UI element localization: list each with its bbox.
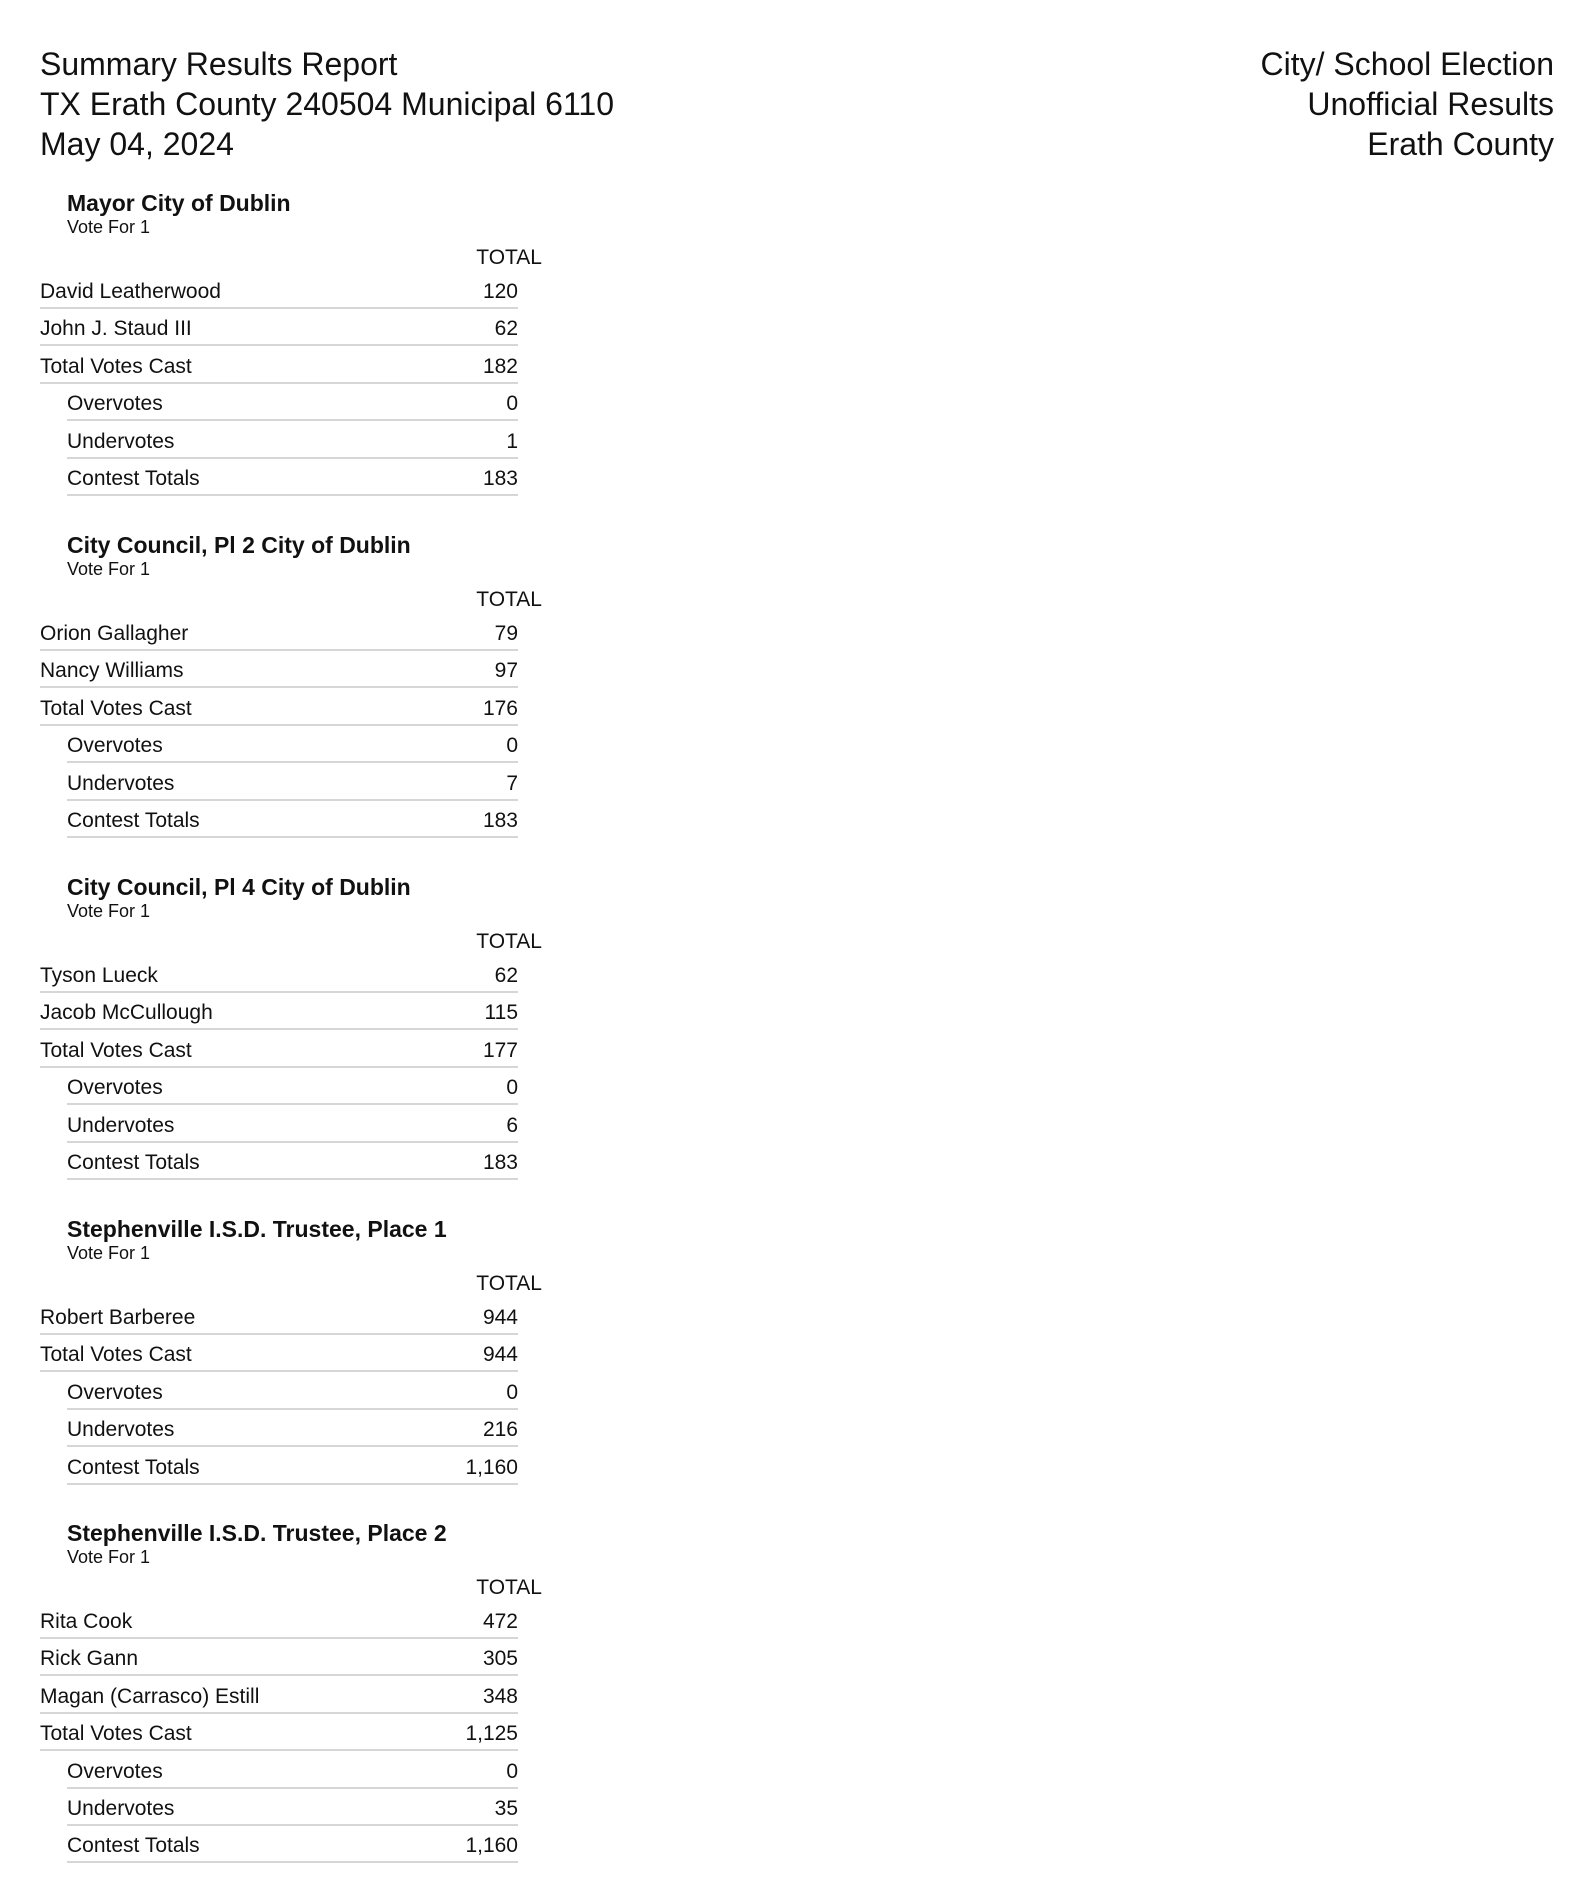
result-row bbox=[40, 424, 518, 461]
result-total-value: 472 bbox=[482, 1610, 518, 1633]
result-label: Nancy Williams bbox=[40, 659, 184, 683]
contest-block bbox=[0, 531, 600, 846]
result-row bbox=[40, 1145, 518, 1182]
row-divider bbox=[67, 1483, 518, 1485]
result-label: Undervotes bbox=[67, 1797, 175, 1820]
result-total-value: 944 bbox=[482, 1343, 518, 1367]
result-row bbox=[40, 1679, 518, 1716]
row-divider bbox=[67, 836, 518, 838]
result-total-value: 62 bbox=[494, 964, 518, 987]
result-row bbox=[40, 995, 518, 1032]
report-election-id: TX Erath County 240504 Municipal 6110 bbox=[40, 86, 614, 122]
result-total-value: 6 bbox=[506, 1113, 518, 1137]
result-row bbox=[40, 1716, 518, 1753]
total-column-header: TOTAL bbox=[476, 930, 542, 953]
report-date: May 04, 2024 bbox=[40, 126, 234, 162]
contest-title: City Council, Pl 2 City of Dublin bbox=[67, 532, 411, 558]
result-row bbox=[40, 803, 518, 840]
result-total-value: 0 bbox=[506, 392, 518, 416]
result-row bbox=[40, 1300, 518, 1337]
results-status: Unofficial Results bbox=[1307, 86, 1554, 122]
result-total-value: 183 bbox=[482, 1151, 518, 1174]
result-row bbox=[40, 728, 518, 765]
result-total-value: 1,125 bbox=[465, 1722, 518, 1746]
result-row bbox=[40, 461, 518, 498]
result-label: Undervotes bbox=[67, 771, 175, 795]
result-row bbox=[40, 1604, 518, 1641]
result-label: Contest Totals bbox=[67, 809, 200, 832]
result-row bbox=[40, 691, 518, 728]
contest-block bbox=[0, 189, 600, 504]
result-total-value: 0 bbox=[506, 1380, 518, 1404]
result-label: Robert Barberee bbox=[40, 1306, 196, 1329]
row-divider bbox=[40, 1637, 518, 1639]
result-label: Undervotes bbox=[67, 429, 175, 453]
result-row bbox=[40, 349, 518, 386]
row-divider bbox=[40, 1333, 518, 1335]
result-label: Magan (Carrasco) Estill bbox=[40, 1684, 260, 1708]
result-label: Tyson Lueck bbox=[40, 964, 158, 987]
result-total-value: 1,160 bbox=[465, 1455, 518, 1479]
row-divider bbox=[40, 1749, 518, 1751]
row-divider bbox=[40, 1370, 518, 1372]
result-row bbox=[40, 616, 518, 653]
result-total-value: 216 bbox=[482, 1418, 518, 1442]
total-column-header: TOTAL bbox=[476, 588, 542, 611]
row-divider bbox=[67, 457, 518, 459]
result-label: Rita Cook bbox=[40, 1610, 133, 1633]
contest-block bbox=[0, 873, 600, 1188]
county-name: Erath County bbox=[1367, 126, 1554, 162]
row-divider bbox=[40, 1066, 518, 1068]
result-total-value: 348 bbox=[482, 1684, 518, 1708]
result-label: Contest Totals bbox=[67, 1151, 200, 1174]
contest-block bbox=[0, 1519, 600, 1872]
result-row bbox=[40, 1450, 518, 1487]
row-divider bbox=[40, 307, 518, 309]
election-name: City/ School Election bbox=[1260, 46, 1554, 82]
result-label: Overvotes bbox=[67, 1076, 163, 1100]
result-row bbox=[40, 653, 518, 690]
result-label: Undervotes bbox=[67, 1418, 175, 1442]
row-divider bbox=[67, 799, 518, 801]
result-total-value: 0 bbox=[506, 1076, 518, 1100]
result-total-value: 177 bbox=[482, 1038, 518, 1062]
row-divider bbox=[67, 1787, 518, 1789]
result-row bbox=[40, 1412, 518, 1449]
result-row bbox=[40, 1828, 518, 1865]
result-total-value: 0 bbox=[506, 734, 518, 758]
result-total-value: 944 bbox=[482, 1306, 518, 1329]
row-divider bbox=[40, 649, 518, 651]
result-row bbox=[40, 1337, 518, 1374]
row-divider bbox=[40, 686, 518, 688]
result-total-value: 115 bbox=[484, 1001, 518, 1025]
result-label: David Leatherwood bbox=[40, 280, 221, 303]
result-total-value: 35 bbox=[494, 1797, 518, 1820]
row-divider bbox=[67, 1103, 518, 1105]
row-divider bbox=[40, 344, 518, 346]
result-label: Jacob McCullough bbox=[40, 1001, 213, 1025]
result-total-value: 183 bbox=[482, 467, 518, 490]
result-total-value: 1,160 bbox=[465, 1834, 518, 1858]
result-label: Contest Totals bbox=[67, 467, 200, 490]
contest-block bbox=[0, 1215, 600, 1493]
report-title: Summary Results Report bbox=[40, 46, 398, 82]
contest-list bbox=[0, 0, 600, 1892]
row-divider bbox=[67, 1861, 518, 1863]
result-row bbox=[40, 766, 518, 803]
result-row bbox=[40, 1108, 518, 1145]
result-row bbox=[40, 1375, 518, 1412]
result-total-value: 176 bbox=[482, 696, 518, 720]
vote-for-label: Vote For 1 bbox=[67, 1547, 151, 1567]
row-divider bbox=[40, 1674, 518, 1676]
contest-title: Mayor City of Dublin bbox=[67, 190, 291, 216]
row-divider bbox=[67, 761, 518, 763]
result-label: Overvotes bbox=[67, 734, 163, 758]
result-label: Contest Totals bbox=[67, 1834, 200, 1858]
result-row bbox=[40, 311, 518, 348]
result-label: Overvotes bbox=[67, 1759, 163, 1783]
total-column-header: TOTAL bbox=[476, 246, 542, 269]
total-column-header: TOTAL bbox=[476, 1576, 542, 1599]
row-divider bbox=[40, 1712, 518, 1714]
row-divider bbox=[67, 1408, 518, 1410]
result-row bbox=[40, 1033, 518, 1070]
row-divider bbox=[67, 1141, 518, 1143]
result-label: Overvotes bbox=[67, 392, 163, 416]
result-label: Total Votes Cast bbox=[40, 354, 192, 378]
contest-title: Stephenville I.S.D. Trustee, Place 1 bbox=[67, 1216, 447, 1242]
row-divider bbox=[40, 1028, 518, 1030]
result-total-value: 305 bbox=[482, 1647, 518, 1671]
result-label: Undervotes bbox=[67, 1113, 175, 1137]
row-divider bbox=[67, 494, 518, 496]
row-divider bbox=[40, 724, 518, 726]
result-label: John J. Staud III bbox=[40, 317, 192, 341]
report-header-right bbox=[1261, 44, 1554, 164]
result-total-value: 0 bbox=[506, 1759, 518, 1783]
contest-title: City Council, Pl 4 City of Dublin bbox=[67, 874, 411, 900]
vote-for-label: Vote For 1 bbox=[67, 1243, 151, 1263]
result-total-value: 7 bbox=[506, 771, 518, 795]
result-row bbox=[40, 1791, 518, 1828]
result-total-value: 79 bbox=[494, 622, 518, 645]
result-label: Total Votes Cast bbox=[40, 696, 192, 720]
result-total-value: 62 bbox=[494, 317, 518, 341]
result-label: Orion Gallagher bbox=[40, 622, 189, 645]
row-divider bbox=[40, 382, 518, 384]
result-total-value: 183 bbox=[482, 809, 518, 832]
result-row bbox=[40, 1754, 518, 1791]
result-row bbox=[40, 958, 518, 995]
contest-title: Stephenville I.S.D. Trustee, Place 2 bbox=[67, 1520, 447, 1546]
result-label: Overvotes bbox=[67, 1380, 163, 1404]
vote-for-label: Vote For 1 bbox=[67, 901, 151, 921]
row-divider bbox=[67, 419, 518, 421]
result-label: Total Votes Cast bbox=[40, 1343, 192, 1367]
vote-for-label: Vote For 1 bbox=[67, 217, 151, 237]
row-divider bbox=[67, 1445, 518, 1447]
result-label: Total Votes Cast bbox=[40, 1038, 192, 1062]
result-row bbox=[40, 1641, 518, 1678]
result-row bbox=[40, 386, 518, 423]
result-label: Contest Totals bbox=[67, 1455, 200, 1479]
vote-for-label: Vote For 1 bbox=[67, 559, 151, 579]
result-label: Total Votes Cast bbox=[40, 1722, 192, 1746]
total-column-header: TOTAL bbox=[476, 1272, 542, 1295]
row-divider bbox=[67, 1824, 518, 1826]
result-total-value: 1 bbox=[506, 429, 518, 453]
result-label: Rick Gann bbox=[40, 1647, 139, 1671]
result-total-value: 97 bbox=[494, 659, 518, 683]
result-row bbox=[40, 274, 518, 311]
row-divider bbox=[40, 991, 518, 993]
row-divider bbox=[67, 1178, 518, 1180]
result-total-value: 120 bbox=[482, 280, 518, 303]
result-total-value: 182 bbox=[482, 354, 518, 378]
result-row bbox=[40, 1070, 518, 1107]
